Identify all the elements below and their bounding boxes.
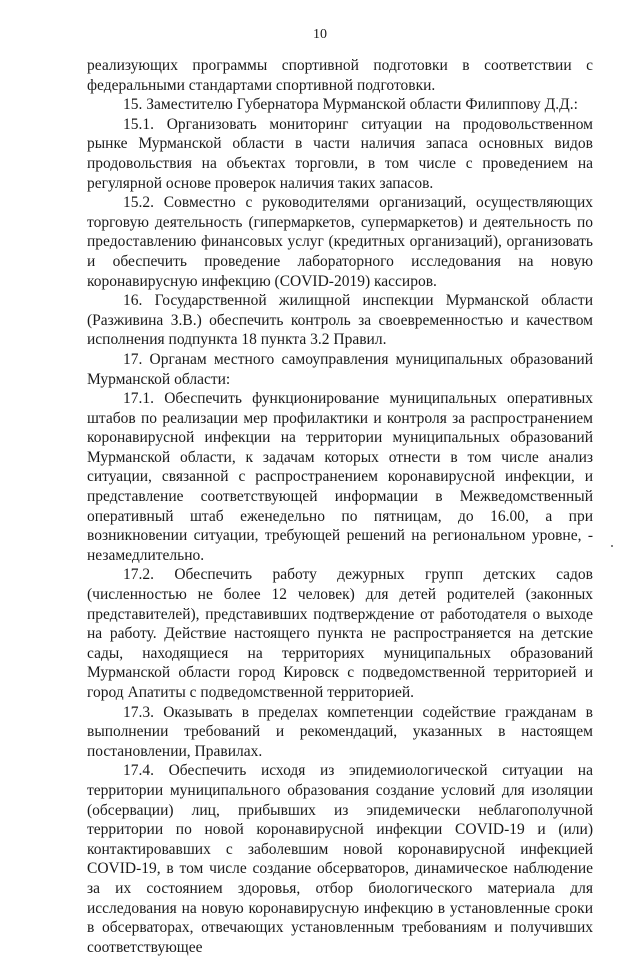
scan-speck <box>611 545 613 547</box>
document-body <box>87 56 593 957</box>
paragraph-item-15-1: 15.1. Организовать мониторинг ситуации на продовольственном рынке Мурманской области в части наличия запаса основных видов продовольствия на объектах торговли, в том числе с проведением на регулярной основе проверок наличия таких запасов. <box>87 115 593 192</box>
paragraph-item-16: 16. Государственной жилищной инспекции Мурманской области (Разживина З.В.) обеспечить контроль за своевременностью и качеством исполнения подпункта 18 пункта 3.2 Правил. <box>87 292 593 349</box>
paragraph-item-17-4: 17.4. Обеспечить исходя из эпидемиологической ситуации на территории муниципального образования создание условий для изоляции (обсервации) лиц, прибывших из эпидемически неблагополучной территории по новой коронавирусной инфекции COVID-19 и (или) контактировавших с заболевшим новой коронавирусной инфекцией COVID-19, в том числе создание обсерваторов, динамическое наблюдение за их состоянием здоровья, отбор биологического материала для исследования на новую коронавирусную инфекцию в установленные сроки в обсерваторах, отвечающих установленным требованиям и получивших соответствующее <box>87 762 593 956</box>
paragraph-item-17: 17. Органам местного самоуправления муниципальных образований Мурманской области: <box>87 350 593 388</box>
paragraph-item-17-3: 17.3. Оказывать в пределах компетенции содействие гражданам в выполнении требований и рекомендаций, указанных в настоящем постановлении, Правилах. <box>87 703 593 760</box>
paragraph-continuation: реализующих программы спортивной подготовки в соответствии с федеральными стандартами спортивной подготовки. <box>87 57 593 94</box>
paragraph-item-15: 15. Заместителю Губернатора Мурманской области Филиппову Д.Д.: <box>123 96 578 114</box>
paragraph-item-17-1: 17.1. Обеспечить функционирование муниципальных оперативных штабов по реализации мер профилактики и контроля за распространением коронавирусной инфекции на территории муниципальных образований Мурманской области, к задачам которых отнести в том числе анализ ситуации, связанной с распространением коронавирусной инфекции, и представление соответствующей информации в Межведомственный оперативный штаб еженедельно по пятницам, до 16.00, а при возникновении ситуации, требующей решений на региональном уровне, - незамедлительно. <box>87 390 593 564</box>
page-number: 10 <box>313 27 327 42</box>
paragraph-item-17-2: 17.2. Обеспечить работу дежурных групп детских садов (численностью не более 12 человек) для детей родителей (законных представителей), представивших подтверждение от работодателя о выходе на работу. Действие настоящего пункта не распространяется на детские сады, находящиеся на территориях муниципальных образований Мурманской области город Кировск с подведомственной территорией и город Апатиты с подведомственной территорией. <box>87 566 593 701</box>
paragraph-item-15-2: 15.2. Совместно с руководителями организаций, осуществляющих торговую деятельность (гипермаркетов, супермаркетов) и деятельность по предоставлению финансовых услуг (кредитных организаций), организовать и обеспечить проведение лабораторного исследования на новую коронавирусную инфекцию (COVID-2019) кассиров. <box>87 194 593 290</box>
